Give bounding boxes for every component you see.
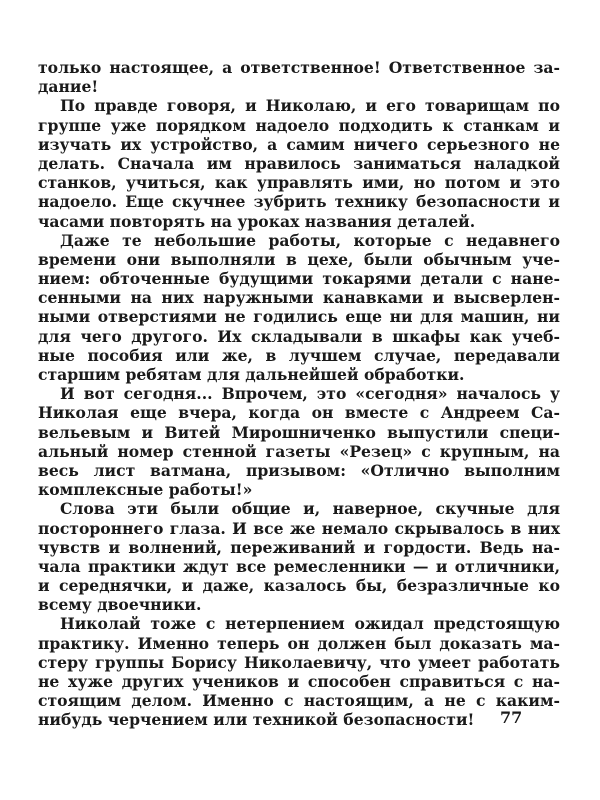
text-line: По правде говоря, и Николаю, и его товарищам по bbox=[60, 96, 560, 116]
text-line: комплексные работы!» bbox=[38, 480, 253, 500]
text-line: дание! bbox=[38, 77, 99, 97]
text-line: сенными на них наружными канавками и высверлен- bbox=[38, 288, 560, 308]
body-text bbox=[38, 58, 560, 730]
text-line: чувств и волнений, переживаний и гордости. Ведь на- bbox=[38, 537, 560, 557]
text-line: стеру группы Борису Николаевичу, что умеет работать bbox=[38, 652, 560, 672]
text-line: надоело. Еще скучнее зубрить технику безопасности и bbox=[38, 192, 560, 212]
text-line: всему двоечники. bbox=[38, 595, 202, 615]
text-line: часами повторять на уроках названия деталей. bbox=[38, 211, 476, 231]
text-line: практику. Именно теперь он должен был доказать ма- bbox=[38, 633, 560, 653]
text-line: только настоящее, а ответственное! Ответственное за- bbox=[38, 58, 560, 77]
text-line: группе уже порядком надоело подходить к станкам и bbox=[38, 115, 560, 135]
text-line: ные пособия или же, в лучшем случае, передавали bbox=[38, 345, 560, 365]
text-line: делать. Сначала им нравилось заниматься наладкой bbox=[38, 153, 560, 173]
text-line: ными отверстиями не годились еще ни для машин, ни bbox=[38, 307, 560, 327]
text-line: весь лист ватмана, призывом: «Отлично выполним bbox=[38, 460, 560, 480]
text-line: времени они выполняли в цехе, были обычным уче- bbox=[38, 249, 560, 269]
text-line: Даже те небольшие работы, которые с недавнего bbox=[60, 230, 560, 250]
text-line: чала практики ждут все ремесленники — и отличники, bbox=[38, 556, 560, 576]
text-line: нибудь черчением или техникой безопасности! bbox=[38, 710, 475, 730]
text-line: станков, учиться, как управлять ими, но потом и это bbox=[38, 173, 560, 193]
text-line: альный номер стенной газеты «Резец» с крупным, на bbox=[38, 441, 560, 461]
text-line: старшим ребятам для дальнейшей обработки. bbox=[38, 365, 465, 384]
text-line: нием: обточенные будущими токарями детали с нане- bbox=[38, 269, 560, 289]
text-line: не хуже других учеников и способен справиться с на- bbox=[38, 672, 560, 691]
text-line: Николай тоже с нетерпением ожидал предстоящую bbox=[60, 614, 560, 634]
text-line: изучать их устройство, а самим ничего серьезного не bbox=[38, 134, 560, 154]
text-line: и середнячки, и даже, казалось бы, безразличные ко bbox=[38, 576, 560, 596]
text-line: для чего другого. Их складывали в шкафы как учеб- bbox=[38, 326, 560, 346]
text-line: постороннего глаза. И все же немало скрывалось в них bbox=[38, 518, 560, 538]
text-line: вельевым и Витей Мирошниченко выпустили специ- bbox=[38, 422, 560, 442]
text-line: Николая еще вчера, когда он вместе с Андреем Са- bbox=[38, 403, 560, 423]
text-line: И вот сегодня... Впрочем, это «сегодня» началось у bbox=[60, 384, 560, 404]
page-number: 77 bbox=[500, 708, 523, 727]
text-line: Слова эти были общие и, наверное, скучные для bbox=[60, 499, 560, 519]
text-line: стоящим делом. Именно с настоящим, а не с каким- bbox=[38, 691, 560, 711]
